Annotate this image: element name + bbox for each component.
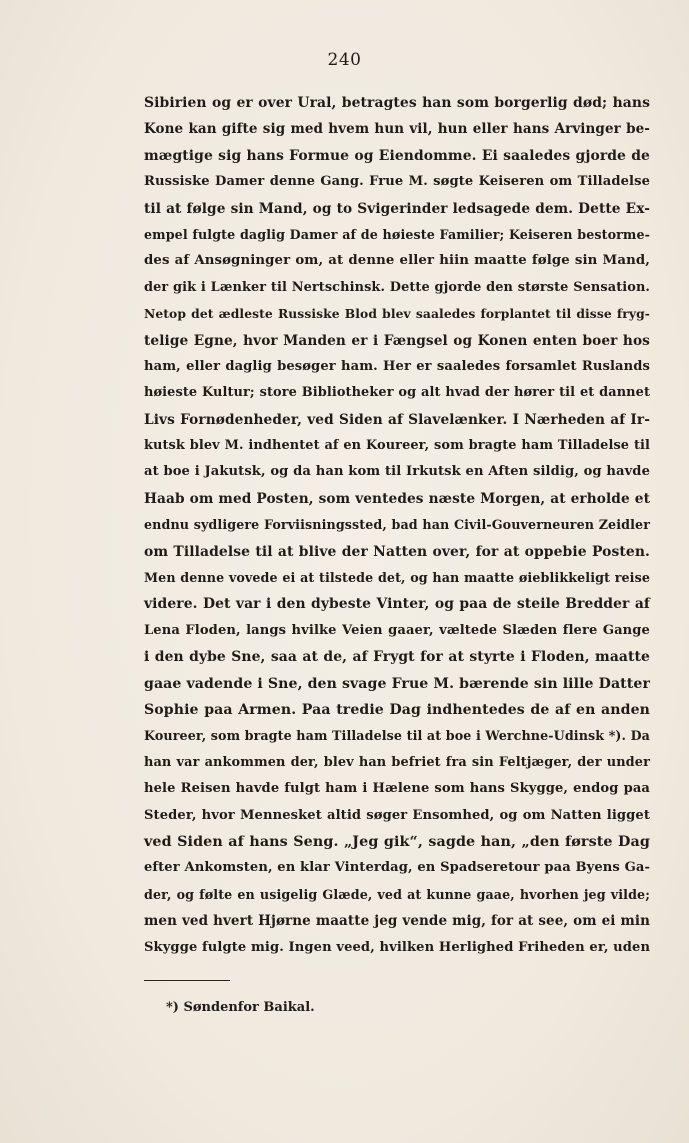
text-line: Koureer, som bragte ham Tilladelse til at boe i Werchne-Udinsk *). Da [144, 728, 650, 744]
text-line: empel fulgte daglig Damer af de høieste Familier; Keiseren bestorme- [144, 226, 650, 242]
text-line: Haab om med Posten, som ventedes næste Morgen, at erholde et [144, 490, 650, 507]
text-line: Netop det ædleste Russiske Blod blev saaledes forplantet til disse fryg- [144, 306, 650, 322]
text-line: Russiske Damer denne Gang. Frue M. søgte Keiseren om Tilladelse [144, 174, 650, 190]
text-line: Sophie paa Armen. Paa tredie Dag indhentedes de af en anden [144, 701, 650, 718]
text-line: ved Siden af hans Seng. „Jeg gik“, sagde han, „den første Dag [144, 833, 650, 850]
text-line: om Tilladelse til at blive der Natten over, for at oppebie Posten. [144, 543, 650, 560]
text-line: Steder, hvor Mennesket altid søger Ensomhed, og om Natten ligget [144, 807, 650, 823]
text-line: men ved hvert Hjørne maatte jeg vende mig, for at see, om ei min [144, 913, 650, 930]
footnote-divider [144, 980, 230, 981]
text-line: Men denne vovede ei at tilstede det, og han maatte øieblikkeligt reise [144, 570, 650, 586]
page-number: 240 [327, 50, 362, 70]
text-line: der gik i Lænker til Nertschinsk. Dette gjorde den største Sensation. [144, 279, 650, 295]
text-line: der, og følte en usigelig Glæde, ved at kunne gaae, hvorhen jeg vilde; [144, 886, 650, 902]
text-line: gaae vadende i Sne, den svage Frue M. bærende sin lille Datter [144, 675, 650, 692]
text-line: han var ankommen der, blev han befriet fra sin Feltjæger, der under [144, 754, 650, 770]
text-line: at boe i Jakutsk, og da han kom til Irkutsk en Aften sildig, og havde [144, 464, 650, 480]
text-line: Sibirien og er over Ural, betragtes han som borgerlig død; hans [144, 95, 650, 111]
text-line: mægtige sig hans Formue og Eiendomme. Ei saaledes gjorde de [144, 147, 650, 164]
text-line: kutsk blev M. indhentet af en Koureer, som bragte ham Tilladelse til [144, 438, 650, 454]
text-line: telige Egne, hvor Manden er i Fængsel og Konen enten boer hos [144, 332, 650, 349]
text-line: hele Reisen havde fulgt ham i Hælene som hans Skygge, endog paa [144, 781, 650, 797]
text-line: ham, eller daglig besøger ham. Her er saaledes forsamlet Ruslands [144, 358, 650, 374]
footnote: *) Søndenfor Baikal. [166, 1000, 315, 1015]
text-line: høieste Kultur; store Bibliotheker og alt hvad der hører til et dannet [144, 385, 650, 401]
text-line: des af Ansøgninger om, at denne eller hiin maatte følge sin Mand, [144, 253, 650, 269]
text-line: Kone kan gifte sig med hvem hun vil, hun eller hans Arvinger be- [144, 121, 650, 138]
body-text [144, 90, 650, 961]
text-line: Skygge fulgte mig. Ingen veed, hvilken Herlighed Friheden er, uden [144, 939, 651, 955]
text-line: til at følge sin Mand, og to Svigerinder ledsagede dem. Dette Ex- [144, 200, 650, 217]
text-line: videre. Det var i den dybeste Vinter, og paa de steile Bredder af [144, 596, 650, 613]
text-line: i den dybe Sne, saa at de, af Frygt for at styrte i Floden, maatte [144, 649, 650, 666]
text-line: endnu sydligere Forviisningssted, bad han Civil-Gouverneuren Zeidler [144, 517, 650, 533]
text-line: efter Ankomsten, en klar Vinterdag, en Spadseretour paa Byens Ga- [144, 860, 650, 876]
text-line: Lena Floden, langs hvilke Veien gaaer, væltede Slæden flere Gange [144, 622, 650, 638]
text-line: Livs Fornødenheder, ved Siden af Slavelænker. I Nærheden af Ir- [144, 411, 650, 428]
